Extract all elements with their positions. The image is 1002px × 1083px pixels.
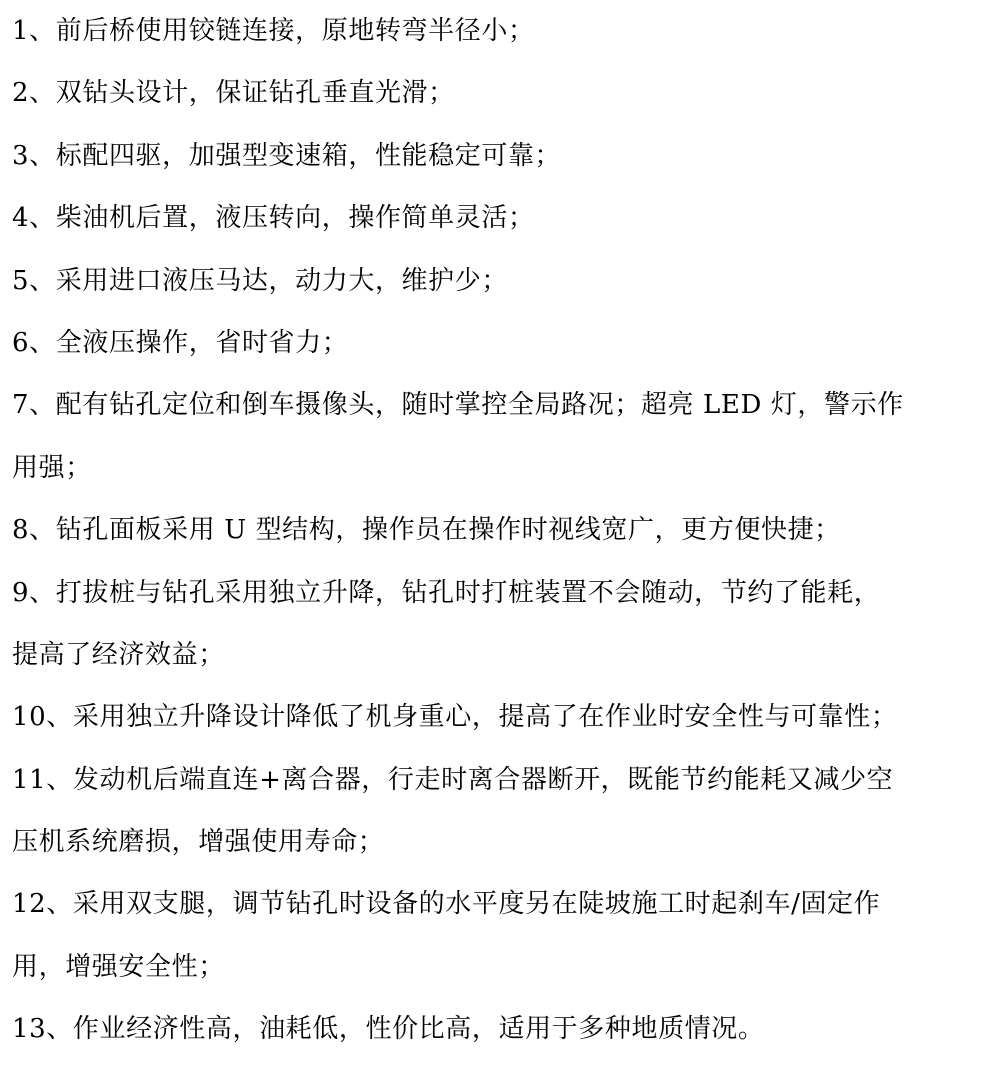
document-body bbox=[12, 0, 992, 1061]
feature-line-8: 8、钻孔面板采用 U 型结构，操作员在操作时视线宽广，更方便快捷； bbox=[12, 515, 841, 546]
feature-line-3: 3、标配四驱，加强型变速箱，性能稳定可靠； bbox=[12, 140, 562, 171]
feature-line-10: 10、采用独立升降设计降低了机身重心，提高了在作业时安全性与可靠性； bbox=[12, 702, 898, 733]
feature-line-12: 12、采用双支腿，调节钻孔时设备的水平度另在陡坡施工时起刹车/固定作 bbox=[12, 889, 881, 920]
feature-line-7: 7、配有钻孔定位和倒车摄像头，随时掌控全局路况；超亮 LED 灯，警示作 bbox=[12, 390, 904, 421]
feature-line-11-cont: 压机系统磨损，增强使用寿命； bbox=[12, 827, 385, 858]
feature-line-4: 4、柴油机后置，液压转向，操作简单灵活； bbox=[12, 203, 535, 234]
feature-line-12-cont: 用，增强安全性； bbox=[12, 951, 225, 982]
feature-line-5: 5、采用进口液压马达，动力大，维护少； bbox=[12, 265, 508, 296]
feature-line-1: 1、前后桥使用铰链连接，原地转弯半径小； bbox=[12, 16, 535, 46]
feature-line-7-cont: 用强； bbox=[12, 452, 92, 483]
feature-line-9: 9、打拔桩与钻孔采用独立升降，钻孔时打桩装置不会随动，节约了能耗， bbox=[12, 577, 881, 608]
feature-line-13: 13、作业经济性高，油耗低，性价比高，适用于多种地质情况。 bbox=[12, 1014, 765, 1045]
feature-line-2: 2、双钻头设计，保证钻孔垂直光滑； bbox=[12, 78, 455, 109]
feature-line-11: 11、发动机后端直连+离合器，行走时离合器断开，既能节约能耗又减少空 bbox=[12, 764, 894, 795]
feature-line-9-cont: 提高了经济效益； bbox=[12, 639, 225, 670]
feature-line-6: 6、全液压操作，省时省力； bbox=[12, 327, 349, 358]
